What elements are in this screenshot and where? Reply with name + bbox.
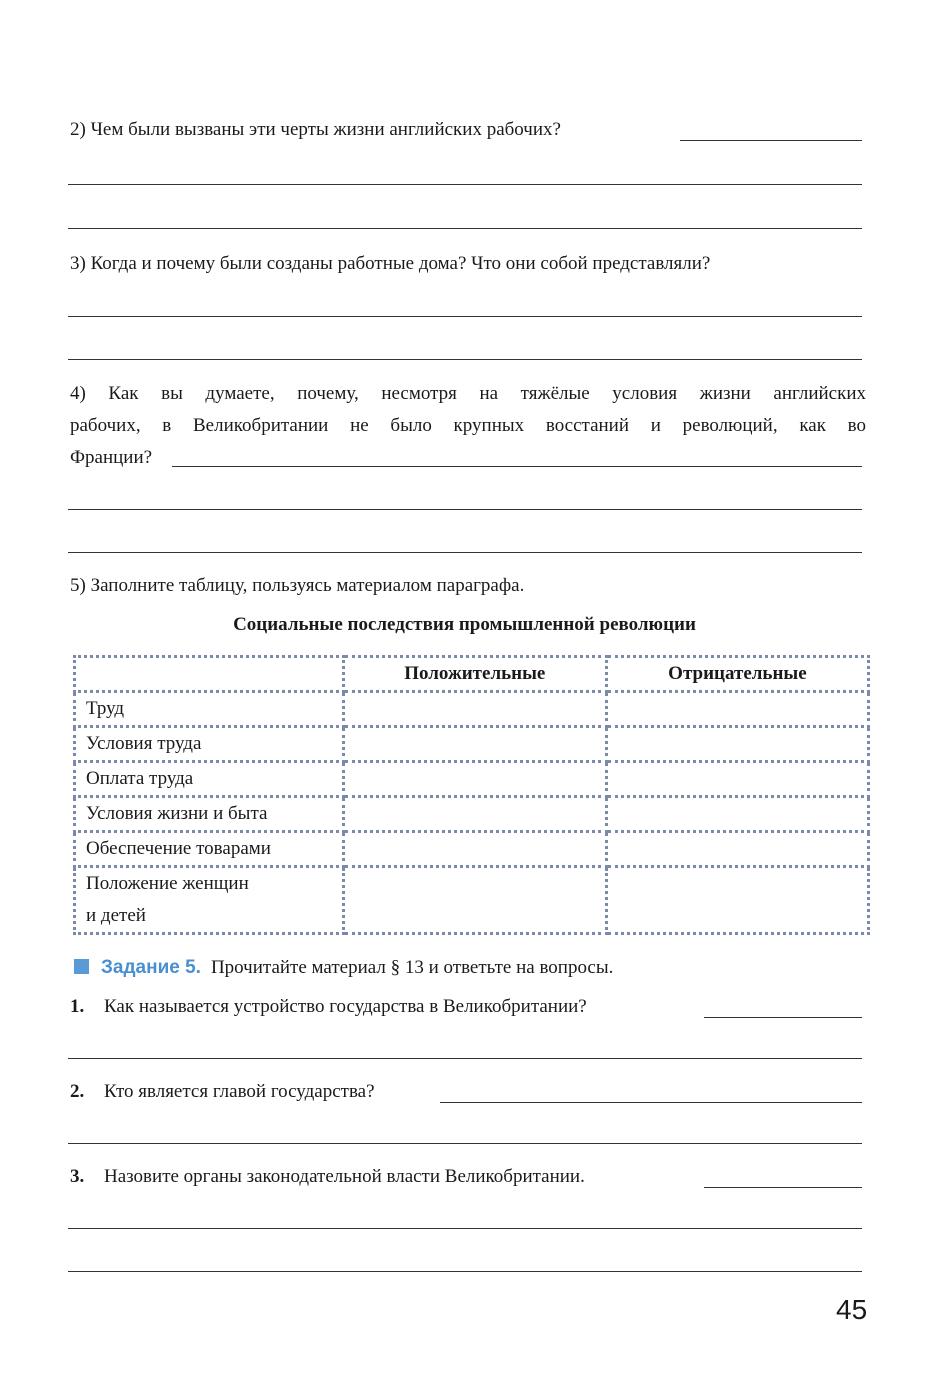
question-4 [70,378,866,474]
row-label: Обеспечение товарами [75,832,344,867]
cell-positive[interactable] [343,797,606,832]
answer-line-q3-1[interactable] [68,316,862,317]
answer-line-q2-inline[interactable] [680,140,862,141]
question-5 [70,570,524,602]
task-5-header [74,952,613,984]
answer-line-q4-1[interactable] [68,509,862,510]
answer-line-t5q3-2[interactable] [68,1271,862,1272]
answer-line-t5q3-inline[interactable] [704,1187,862,1188]
header-empty [75,657,344,692]
header-positive: Положительные [343,657,606,692]
answer-line-t5q1-inline[interactable] [704,1017,862,1018]
table-header-row [75,657,869,692]
page-number: 45 [836,1294,868,1325]
task-5-question-3 [70,1161,585,1193]
task-5-question-1 [70,991,587,1023]
table-row [75,797,869,832]
row-label: Труд [75,692,344,727]
question-4-line-3: Франции? [70,447,153,468]
answer-line-t5q2-inline[interactable] [440,1102,862,1103]
table-row [75,762,869,797]
table-row [75,727,869,762]
question-4-line-1: 4) Как вы думаете, почему, несмотря на тяжёлые условия жизни английских [70,383,866,404]
table-row [75,867,869,934]
question-2 [70,114,561,146]
question-3-text: 3) Когда и почему были созданы работные дома? Что они собой представляли? [70,253,711,274]
cell-negative[interactable] [606,832,868,867]
social-consequences-table [73,655,870,935]
answer-line-q2-2[interactable] [68,228,862,229]
answer-line-q4-2[interactable] [68,552,862,553]
cell-positive[interactable] [343,762,606,797]
table-row [75,832,869,867]
cell-negative[interactable] [606,867,868,934]
task-5-question-2 [70,1076,375,1108]
question-number: 3. [70,1166,85,1187]
task-5-label: Задание 5. [101,957,201,978]
table-row [75,692,869,727]
row-label: Оплата труда [75,762,344,797]
answer-line-q4-inline[interactable] [172,466,862,467]
cell-positive[interactable] [343,692,606,727]
cell-positive[interactable] [343,867,606,934]
task-5-instruction: Прочитайте материал § 13 и ответьте на вопросы. [210,957,614,978]
cell-negative[interactable] [606,797,868,832]
answer-line-t5q3-1[interactable] [68,1228,862,1229]
cell-positive[interactable] [343,832,606,867]
answer-line-t5q1-1[interactable] [68,1058,862,1059]
answer-line-q3-2[interactable] [68,359,862,360]
header-negative: Отрицательные [606,657,868,692]
question-number: 2. [70,1081,85,1102]
question-number: 1. [70,996,85,1017]
cell-positive[interactable] [343,727,606,762]
square-bullet-icon [74,959,89,974]
row-label-line-2: и детей [86,905,146,926]
row-label [75,867,344,934]
cell-negative[interactable] [606,727,868,762]
row-label: Условия труда [75,727,344,762]
question-text: Кто является главой государства? [104,1081,375,1102]
question-4-line-2: рабочих, в Великобритании не было крупных восстаний и революций, как во [70,415,866,436]
question-text: Назовите органы законодательной власти Великобритании. [104,1166,585,1187]
question-3 [70,248,710,280]
question-2-text: 2) Чем были вызваны эти черты жизни английских рабочих? [70,119,561,140]
question-5-text: 5) Заполните таблицу, пользуясь материалом параграфа. [70,575,525,596]
table-title: Социальные последствия промышленной революции [233,614,696,635]
row-label-line-1: Положение женщин [86,873,249,894]
cell-negative[interactable] [606,762,868,797]
answer-line-q2-1[interactable] [68,184,862,185]
row-label: Условия жизни и быта [75,797,344,832]
cell-negative[interactable] [606,692,868,727]
question-text: Как называется устройство государства в Великобритании? [104,996,587,1017]
answer-line-t5q2-1[interactable] [68,1143,862,1144]
